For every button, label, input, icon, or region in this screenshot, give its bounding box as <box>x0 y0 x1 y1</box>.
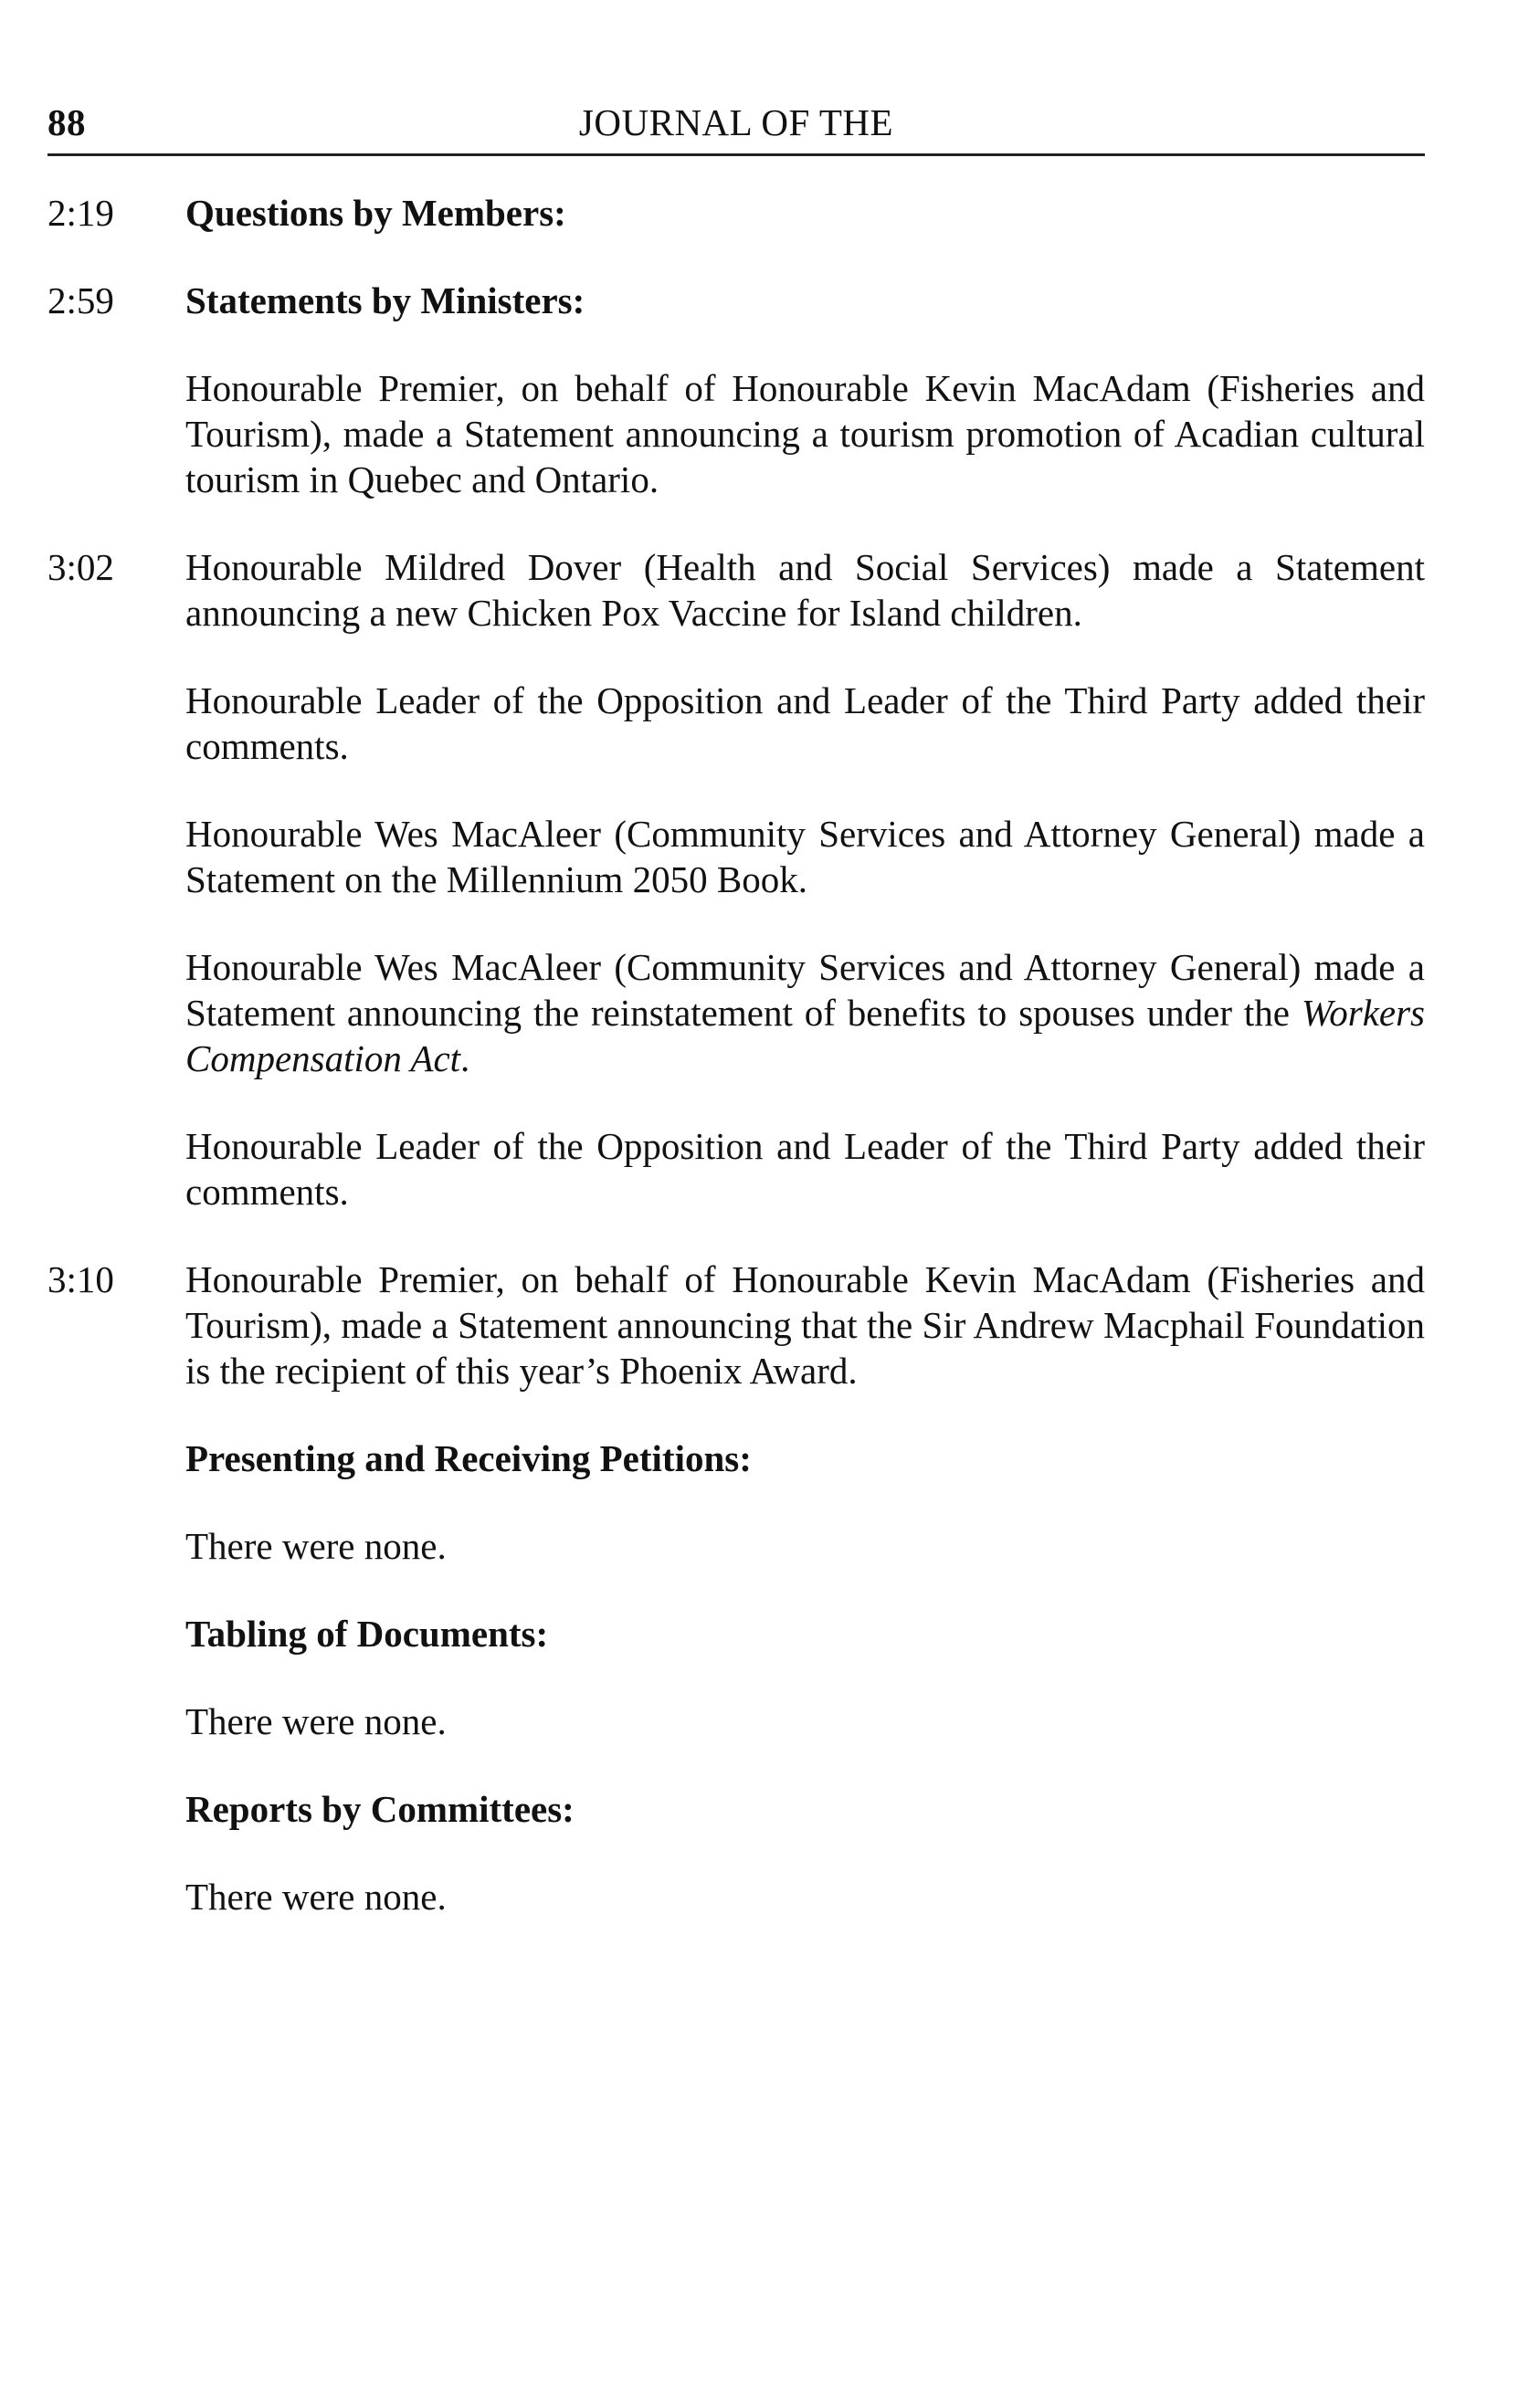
entry-petitions-heading <box>47 1435 1425 1481</box>
entry-text: Honourable Mildred Dover (Health and Social Services) made a Statement announcing a new Chicken Pox Vaccine for Island children. <box>185 546 1425 634</box>
entry-text: Honourable Leader of the Opposition and Leader of the Third Party added their comments. <box>185 1125 1425 1213</box>
section-heading: Questions by Members: <box>185 192 566 234</box>
entry-time: 2:19 <box>47 192 114 234</box>
entry-statement-millennium-book <box>47 811 1425 902</box>
entry-opposition-comments <box>47 678 1425 769</box>
page-number: 88 <box>47 101 86 143</box>
running-head: JOURNAL OF THE <box>578 101 894 143</box>
entry-statements-by-ministers <box>47 278 1425 323</box>
entry-committees-heading <box>47 1786 1425 1832</box>
entry-text: There were none. <box>185 1700 447 1742</box>
entry-statement-workers-compensation <box>47 944 1425 1081</box>
page-header <box>47 99 1425 156</box>
entry-text: Honourable Premier, on behalf of Honourable Kevin MacAdam (Fisheries and Tourism), made a Statement announcing that the Sir Andrew Macphail Foundation is the recipient of this year’s Phoenix Award. <box>185 1258 1425 1392</box>
entry-text: There were none. <box>185 1525 447 1567</box>
entry-text: Honourable Premier, on behalf of Honourable Kevin MacAdam (Fisheries and Tourism), made a Statement announcing a tourism promotion of Acadian cultural tourism in Quebec and Ontario. <box>185 367 1425 500</box>
entry-committees-none <box>47 1874 1425 1919</box>
entry-petitions-none <box>47 1523 1425 1569</box>
section-heading: Reports by Committees: <box>185 1788 575 1830</box>
entry-tabling-none <box>47 1698 1425 1744</box>
entry-text <box>185 944 1425 1081</box>
entry-tabling-heading <box>47 1611 1425 1656</box>
entry-text-end: . <box>460 1037 470 1079</box>
section-heading: Tabling of Documents: <box>185 1613 549 1655</box>
entry-text: Honourable Wes MacAleer (Community Services and Attorney General) made a Statement on the Millennium 2050 Book. <box>185 813 1425 900</box>
entry-text-start: Honourable Wes MacAleer (Community Services and Attorney General) made a Statement announcing the reinstatement of benefits to spouses under the <box>185 946 1425 1034</box>
entry-text: Honourable Leader of the Opposition and Leader of the Third Party added their comments. <box>185 679 1425 767</box>
entry-time: 2:59 <box>47 279 114 321</box>
entry-time: 3:02 <box>47 546 114 588</box>
entry-text: There were none. <box>185 1876 447 1918</box>
section-heading: Presenting and Receiving Petitions: <box>185 1437 752 1479</box>
entry-statement-chicken-pox-vaccine <box>47 544 1425 636</box>
entry-statement-phoenix-award <box>47 1257 1425 1393</box>
section-heading: Statements by Ministers: <box>185 279 585 321</box>
entry-opposition-comments-2 <box>47 1123 1425 1215</box>
entry-time: 3:10 <box>47 1258 114 1300</box>
entry-questions-by-members <box>47 190 1425 236</box>
entry-statement-acadian-tourism <box>47 365 1425 502</box>
act-title: Workers Compensation Act <box>185 992 1425 1079</box>
journal-entries <box>47 190 1425 1961</box>
